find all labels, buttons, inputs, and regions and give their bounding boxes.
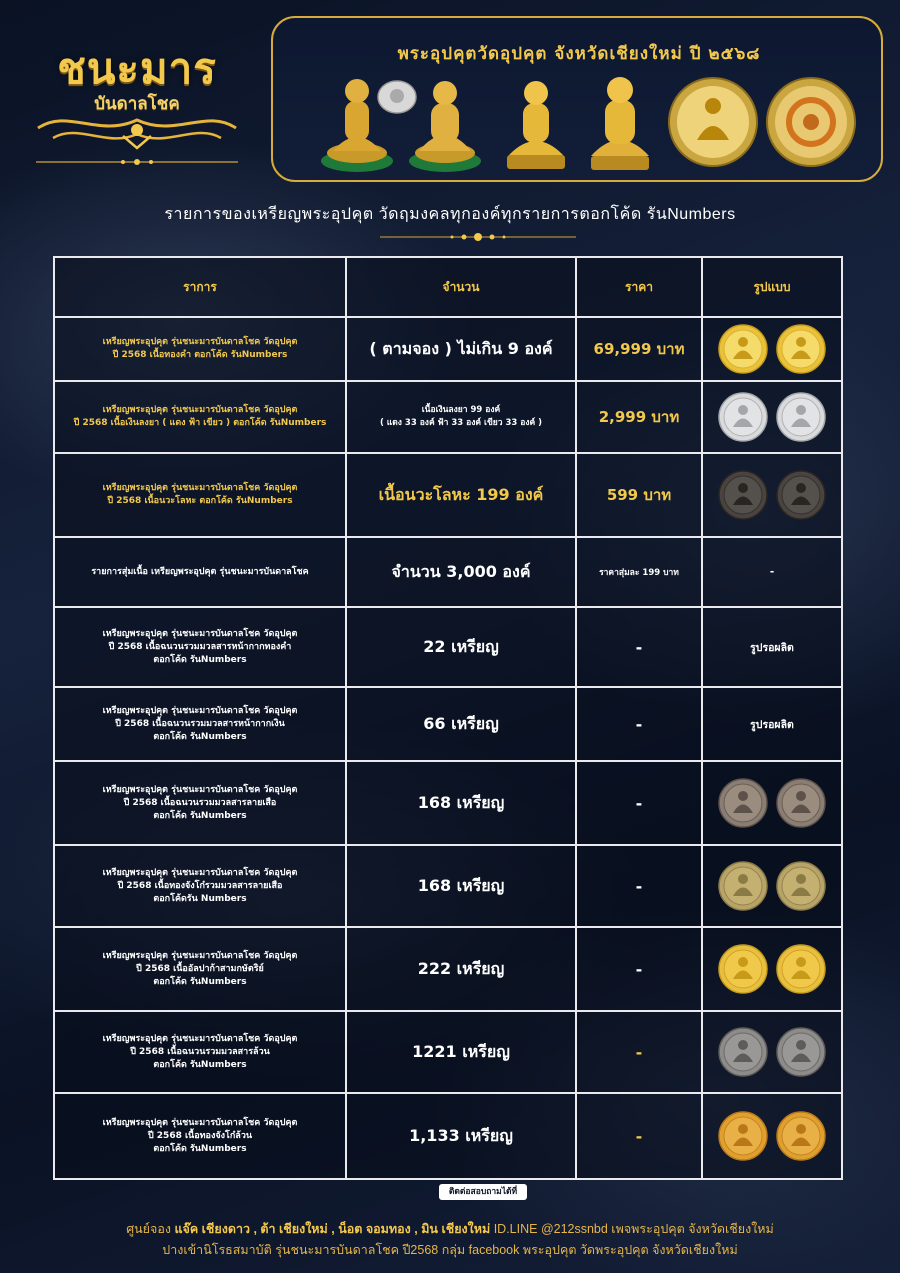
row-desc-line: รายการสุ่มเนื้อ เหรียญพระอุปคุต รุ่นชนะมารบันดาลโชค — [91, 566, 309, 577]
row-style-cell — [702, 761, 842, 845]
row-price: 599 บาท — [606, 486, 672, 504]
row-style-cell — [702, 1011, 842, 1093]
row-qty-cell — [346, 453, 576, 537]
row-qty-cell — [346, 317, 576, 381]
row-price: - — [635, 1126, 643, 1146]
row-price: ราคาสุ่มละ 199 บาท — [599, 568, 679, 578]
row-price-cell — [576, 381, 702, 453]
row-desc — [54, 687, 346, 761]
row-price: - — [635, 637, 643, 657]
table-row — [54, 1093, 842, 1179]
row-desc — [54, 1011, 346, 1093]
row-price-cell — [576, 453, 702, 537]
row-style-cell — [702, 317, 842, 381]
row-price: - — [635, 876, 643, 896]
row-style-cell — [702, 845, 842, 927]
table-row — [54, 317, 842, 381]
row-desc-line: ปี 2568 เนื้อฉนวนรวมมวลสารหน้ากากทองคำ — [108, 641, 292, 652]
row-desc-line: ปี 2568 เนื้อทองคำ ตอกโค้ด รันNumbers — [112, 350, 288, 360]
row-qty-cell — [346, 927, 576, 1011]
row-style-cell — [702, 1093, 842, 1179]
header-qty: จำนวน — [346, 257, 576, 317]
logo-subtitle: บันดาลโชค — [94, 94, 180, 114]
row-desc-line: เหรียญพระอุปคุต รุ่นชนะมารบันดาลโชค วัดอุปคุต — [102, 1117, 298, 1128]
coin-back-image — [776, 324, 826, 374]
row-desc-line: ตอกโค้ด รันNumbers — [153, 654, 247, 665]
row-qty: เนื้อนวะโลหะ 199 องค์ — [378, 484, 544, 504]
table-row — [54, 845, 842, 927]
row-qty: ( ตามจอง ) ไม่เกิน 9 องค์ — [369, 338, 553, 358]
coin-gold-front-image — [667, 76, 759, 168]
row-qty: จำนวน 3,000 องค์ — [391, 561, 531, 581]
coin-front-image — [718, 324, 768, 374]
page-subtitle: รายการของเหรียญพระอุปคุต วัดฤมงคลทุกองค์ทุกรายการตอกโค้ด รันNumbers — [164, 206, 736, 223]
row-desc — [54, 927, 346, 1011]
row-price: - — [635, 793, 643, 813]
row-qty: 66 เหรียญ — [423, 713, 499, 733]
header-price: ราคา — [576, 257, 702, 317]
table-row — [54, 1011, 842, 1093]
ornament-icon — [28, 108, 246, 170]
table-row — [54, 453, 842, 537]
row-qty: 168 เหรียญ — [417, 875, 505, 895]
row-qty: 1221 เหรียญ — [412, 1041, 510, 1061]
row-style-cell — [702, 453, 842, 537]
row-desc-line: ปี 2568 เนื้อเงินลงยา ( แดง ฟ้า เขียว ) ตอกโค้ด รันNumbers — [73, 418, 327, 428]
row-desc-line: เหรียญพระอุปคุต รุ่นชนะมารบันดาลโชค วัดอุปคุต — [102, 784, 298, 795]
row-desc — [54, 1093, 346, 1179]
logo — [28, 30, 246, 170]
row-price-cell — [576, 537, 702, 607]
row-desc-line: เหรียญพระอุปคุต รุ่นชนะมารบันดาลโชค วัดอุปคุต — [102, 405, 298, 415]
coin-back-image — [776, 1111, 826, 1161]
row-price-cell — [576, 1093, 702, 1179]
table-row — [54, 607, 842, 687]
row-qty-line: ( แดง 33 องค์ ฟ้า 33 องค์ เขียว 33 องค์ ) — [379, 418, 543, 428]
row-desc — [54, 381, 346, 453]
row-qty-cell — [346, 381, 576, 453]
coin-front-image — [718, 392, 768, 442]
row-desc-line: ตอกโค้ด รันNumbers — [153, 1059, 247, 1070]
row-desc — [54, 761, 346, 845]
row-desc-line: ปี 2568 เนื้อฉนวนรวมมวลสารหน้ากากเงิน — [115, 718, 285, 729]
row-qty-cell — [346, 1093, 576, 1179]
row-qty: 222 เหรียญ — [417, 958, 505, 978]
row-qty: 168 เหรียญ — [417, 792, 505, 812]
row-style: - — [769, 566, 775, 578]
row-price-cell — [576, 845, 702, 927]
coin-gold-back-image — [765, 76, 857, 168]
coin-back-image — [776, 392, 826, 442]
statue-green-back-image — [407, 73, 483, 173]
row-desc-line: ตอกโค้ดรัน Numbers — [153, 893, 247, 904]
coin-back-image — [776, 470, 826, 520]
row-desc-line: เหรียญพระอุปคุต รุ่นชนะมารบันดาลโชค วัดอุปคุต — [102, 337, 298, 347]
row-desc-line: เหรียญพระอุปคุต รุ่นชนะมารบันดาลโชค วัดอุปคุต — [102, 867, 298, 878]
row-desc-line: ตอกโค้ด รันNumbers — [153, 731, 247, 742]
table-row — [54, 927, 842, 1011]
row-price: - — [635, 1042, 643, 1062]
contact-badge: ติดต่อสอบถามได้ที่ — [439, 1184, 527, 1200]
row-desc-line: เหรียญพระอุปคุต รุ่นชนะมารบันดาลโชค วัดอุปคุต — [102, 1033, 298, 1044]
statue-gold-back-image — [585, 70, 655, 174]
row-price-cell — [576, 761, 702, 845]
row-price-cell — [576, 317, 702, 381]
row-style-cell — [702, 927, 842, 1011]
row-price: - — [635, 959, 643, 979]
row-desc-line: เหรียญพระอุปคุต รุ่นชนะมารบันดาลโชค วัดอุปคุต — [102, 628, 298, 639]
row-desc-line: ปี 2568 เนื้อฉนวนรวมมวลสารล้วน — [130, 1046, 270, 1057]
row-qty-line: เนื้อเงินลงยา 99 องค์ — [421, 405, 501, 415]
footer-line-1 — [0, 1219, 900, 1239]
table-header-row — [54, 257, 842, 317]
row-desc-line: ปี 2568 เนื้อฉนวนรวมมวลสารลายเสือ — [123, 797, 277, 808]
header-banner — [271, 16, 883, 182]
row-desc — [54, 537, 346, 607]
row-desc-line: ตอกโค้ด รันNumbers — [153, 1143, 247, 1154]
row-style: รูปรอผลิต — [750, 718, 794, 731]
row-desc-line: ปี 2568 เนื้อทองจังโก๋ล้วน — [147, 1130, 253, 1141]
row-style-cell — [702, 381, 842, 453]
statue-gold-image — [501, 73, 571, 173]
row-price-cell — [576, 607, 702, 687]
row-style-cell — [702, 537, 842, 607]
row-qty-cell — [346, 687, 576, 761]
coin-back-image — [776, 944, 826, 994]
price-table — [53, 256, 843, 1180]
row-style-cell — [702, 687, 842, 761]
row-desc-line: ปี 2568 เนื้อทองจังโก๋รวมมวลสารลายเสือ — [117, 880, 283, 891]
coin-back-image — [776, 1027, 826, 1077]
coin-front-image — [718, 944, 768, 994]
table-row — [54, 761, 842, 845]
row-desc-line: ปี 2568 เนื้ออัลปาก้าสามกษัตริย์ — [136, 963, 264, 974]
coin-front-image — [718, 470, 768, 520]
row-desc — [54, 845, 346, 927]
table-row — [54, 537, 842, 607]
row-style-cell — [702, 607, 842, 687]
footer-names: แจ๊ค เชียงดาว , ต้า เชียงใหม่ , น็อต จอมทอง , มิน เชียงใหม่ — [174, 1222, 491, 1236]
row-desc — [54, 453, 346, 537]
row-price-cell — [576, 687, 702, 761]
coin-front-image — [718, 1027, 768, 1077]
row-qty-cell — [346, 1011, 576, 1093]
row-qty: 22 เหรียญ — [423, 636, 499, 656]
coin-back-image — [776, 778, 826, 828]
header-item: ราการ — [54, 257, 346, 317]
row-desc-line: เหรียญพระอุปคุต รุ่นชนะมารบันดาลโชค วัดอุปคุต — [102, 483, 298, 493]
footer-line-id: ID.LINE @212ssnbd เพจพระอุปคุต จังหวัดเชียงใหม่ — [493, 1222, 774, 1236]
banner-title: พระอุปคุตวัดอุปคุต จังหวัดเชียงใหม่ ปี ๒๕๖๘ — [397, 44, 761, 64]
row-qty-cell — [346, 845, 576, 927]
row-desc — [54, 317, 346, 381]
row-qty: 1,133 เหรียญ — [409, 1125, 513, 1145]
row-price-cell — [576, 927, 702, 1011]
row-desc-line: เหรียญพระอุปคุต รุ่นชนะมารบันดาลโชค วัดอุปคุต — [102, 950, 298, 961]
row-desc-line: ปี 2568 เนื้อนวะโลหะ ตอกโค้ด รันNumbers — [107, 496, 293, 506]
table-row — [54, 687, 842, 761]
row-style: รูปรอผลิต — [750, 641, 794, 654]
row-desc — [54, 607, 346, 687]
row-desc-line: เหรียญพระอุปคุต รุ่นชนะมารบันดาลโชค วัดอุปคุต — [102, 705, 298, 716]
row-price: 69,999 บาท — [593, 340, 685, 358]
table-row — [54, 381, 842, 453]
row-price-cell — [576, 1011, 702, 1093]
row-qty-cell — [346, 761, 576, 845]
footer-prefix: ศูนย์จอง — [126, 1222, 171, 1236]
row-price: - — [635, 714, 643, 734]
row-desc-line: ตอกโค้ด รันNumbers — [153, 976, 247, 987]
logo-title: ชนะมาร — [57, 44, 217, 93]
row-price: 2,999 บาท — [598, 408, 680, 426]
row-desc-line: ตอกโค้ด รันNumbers — [153, 810, 247, 821]
row-qty-cell — [346, 607, 576, 687]
row-qty-cell — [346, 537, 576, 607]
coin-front-image — [718, 861, 768, 911]
header-style: รูปแบบ — [702, 257, 842, 317]
divider-ornament-icon — [380, 230, 576, 244]
coin-front-image — [718, 778, 768, 828]
coin-back-image — [776, 861, 826, 911]
footer-line-2: ปางเข้านิโรธสมาบัติ รุ่นชนะมารบันดาลโชค ปี2568 กลุ่ม facebook พระอุปคุต วัดพระอุปคุต จังหวัดเชียงใหม่ — [162, 1243, 738, 1257]
coin-front-image — [718, 1111, 768, 1161]
